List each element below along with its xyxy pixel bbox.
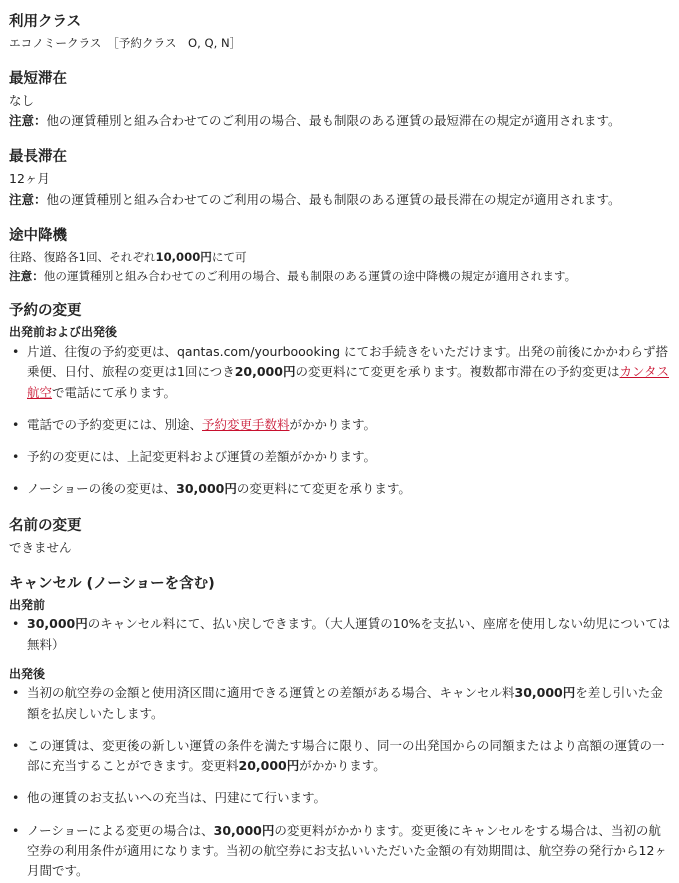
item-text: 他の運賃のお支払いへの充当は、円建にて行います。 (27, 790, 327, 806)
item-text: のキャンセル料にて、払い戻しできます。（大人運賃の10%を支払い、座席を使用しない幼児については無料） (27, 616, 671, 652)
note-label: 注意： (9, 113, 47, 129)
cancellation-fee: 30,000円 (27, 616, 88, 632)
list-item (9, 683, 671, 724)
note-text: 他の運賃種別と組み合わせてのご利用の場合、最も制限のある運賃の最長滞在の規定が適用されます。 (46, 191, 621, 207)
maximum-stay-note (9, 190, 671, 210)
note-text: 他の運賃種別と組み合わせてのご利用の場合、最も制限のある運賃の最短滞在の規定が適用されます。 (46, 113, 621, 129)
minimum-stay-value: なし (9, 92, 35, 108)
stopover-heading: 途中降機 (9, 227, 67, 244)
item-text: を差し引いた金額を払戻しいたします。 (27, 685, 663, 721)
name-change-heading: 名前の変更 (9, 517, 82, 534)
cancellation-fee: 30,000円 (514, 685, 576, 701)
item-text: この運賃は、変更後の新しい運賃の条件を満たす場合に限り、同一の出発国からの同額またはより高額の運賃の一部に充当することができます。変更料 (27, 737, 665, 774)
item-text: 予約の変更には、上記変更料および運賃の差額がかかります。 (27, 449, 377, 465)
item-text: ノーショーによる変更の場合は、 (27, 822, 214, 838)
list-item (9, 415, 671, 435)
qantas-link[interactable]: カンタス航空 (27, 364, 669, 400)
note-label: 注意： (9, 268, 44, 283)
cancellation-section (9, 574, 671, 882)
stopover-section (9, 226, 671, 286)
list-item (9, 479, 671, 499)
stopover-value-text: 往路、復路各1回、それぞれ (9, 249, 156, 264)
item-text: がかかります。 (299, 758, 386, 774)
change-fee: 20,000円 (234, 364, 296, 380)
cancellation-heading: キャンセル (ノーショーを含む) (9, 575, 215, 592)
booking-change-list (9, 342, 671, 500)
before-departure-label: 出発前 (9, 597, 46, 612)
change-fee-link[interactable]: 予約変更手数料 (202, 416, 290, 432)
booking-change-heading: 予約の変更 (9, 303, 82, 320)
note-label: 注意： (9, 191, 47, 207)
note-text: 他の運賃種別と組み合わせてのご利用の場合、最も制限のある運賃の途中降機の規定が適用されます。 (43, 268, 577, 283)
name-change-value: できません (9, 539, 72, 555)
stopover-note (9, 267, 671, 286)
item-text: で電話にて承ります。 (52, 384, 177, 400)
stopover-fee: 10,000円 (155, 249, 212, 264)
item-text: 電話での予約変更には、別途、 (27, 416, 203, 432)
list-item (9, 788, 671, 808)
booking-change-section (9, 301, 671, 499)
stopover-value (9, 248, 671, 267)
item-text: の変更料がかかります。変更後にキャンセルをする場合は、当初の航空券の利用条件が適用になります。当初の航空券にお支払いいただいた金額の有効期間は、航空券の発行から12ヶ月間です。 (27, 822, 667, 879)
minimum-stay-section (9, 69, 671, 132)
name-change-section (9, 516, 671, 558)
booking-change-subheading: 出発前および出発後 (9, 325, 118, 340)
change-fee: 20,000円 (238, 758, 300, 774)
after-departure-label: 出発後 (9, 666, 46, 681)
item-text: の変更料にて変更を承ります。 (236, 481, 411, 497)
maximum-stay-section (9, 147, 671, 210)
minimum-stay-heading: 最短滞在 (9, 70, 67, 87)
list-item (9, 821, 671, 882)
item-text: の変更料にて変更を承ります。複数都市滞在の予約変更は (295, 364, 620, 380)
travel-class-value: エコノミークラス ［予約クラス O, Q, N］ (9, 36, 242, 51)
travel-class-heading: 利用クラス (9, 14, 82, 30)
item-text: がかかります。 (289, 416, 377, 432)
list-item (9, 614, 671, 655)
after-departure-list (9, 683, 671, 881)
maximum-stay-value: 12ヶ月 (9, 171, 50, 187)
minimum-stay-note (9, 111, 671, 131)
item-text: 当初の航空券の金額と使用済区間に適用できる運賃との差額がある場合、キャンセル料 (27, 685, 515, 701)
stopover-value-suffix: にて可 (211, 249, 247, 264)
list-item (9, 736, 671, 777)
item-text: ノーショーの後の変更は、 (27, 481, 177, 497)
list-item (9, 447, 671, 467)
list-item (9, 342, 671, 403)
before-departure-list (9, 614, 671, 655)
item-text: 片道、往復の予約変更は、qantas.com/yourboooking にてお手続きをいただけます。出発の前後にかかわらず搭乗便、日付、旅程の変更は1回につき (27, 344, 668, 380)
travel-class-section (9, 12, 671, 53)
no-show-fee: 30,000円 (213, 822, 275, 838)
no-show-fee: 30,000円 (176, 481, 237, 497)
maximum-stay-heading: 最長滞在 (9, 149, 67, 166)
